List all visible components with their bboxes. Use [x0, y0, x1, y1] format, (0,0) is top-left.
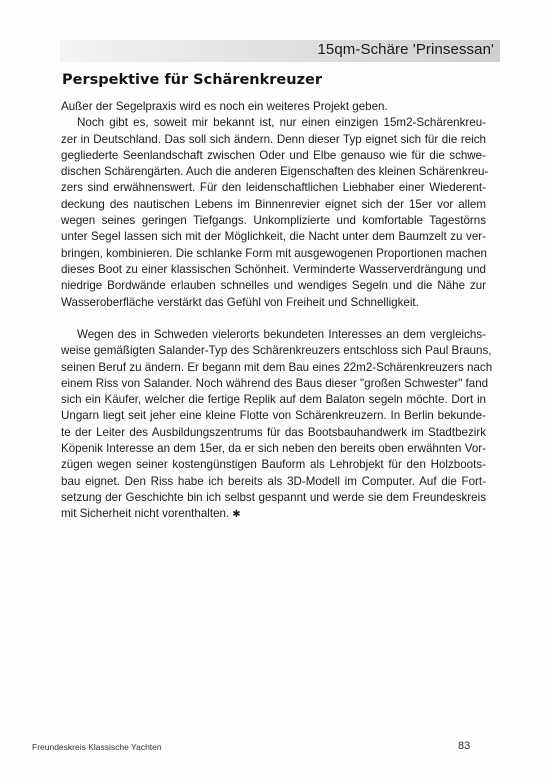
- text-line: seinen Beruf zu ändern. Er begann mit dem Bau eines 22m2-Schärenkreuzers nach: [61, 360, 493, 374]
- text-line: dieses Boot zu einer klassischen Schönheit. Verminderte Wasserverdrängung und: [61, 262, 486, 276]
- text-line: Außer der Segelpraxis wird es noch ein weiteres Projekt geben.: [61, 100, 388, 113]
- section-heading: Perspektive für Schärenkreuzer: [62, 72, 322, 88]
- text-line: weise gemäßigten Salander-Typ des Schärenkreuzers entschloss sich Paul Brauns,: [61, 344, 492, 358]
- text-line: bau eignet. Den Riss habe ich bereits als 3D-Modell im Computer. Auf die Fort-: [61, 474, 486, 488]
- footer-publication: Freundeskreis Klassische Yachten: [32, 742, 162, 752]
- text-line: dischen Schärengärten. Auch die anderen Eigenschaften des kleinen Schärenkreu-: [61, 165, 489, 179]
- text-line: Ungarn liegt seit jeher eine kleine Flotte von Schärenkreuzern. In Berlin bekunde-: [61, 409, 486, 423]
- text-line: te der Leiter des Ausbildungszentrums für das Bootsbauhandwerk im Stadtbezirk: [61, 425, 486, 439]
- text-line: Köpenik Interesse an dem 15er, da er sich neben den bereits oben erwähnten Vor-: [61, 442, 486, 456]
- text-line: setzung der Geschichte bin ich selbst gespannt und werde sie dem Freundeskreis: [61, 490, 486, 504]
- text-line: gegliederte Seenlandschaft zwischen Oder und Elbe genauso wie für die schwe-: [61, 148, 486, 162]
- text-line: zers sind erwähnenswert. Für den leidenschaftlichen Liebhaber einer Wiederent-: [61, 181, 486, 195]
- text-line: deckung des nautischen Lebens im Binnenrevier eignet sich der 15er vor allem: [61, 197, 486, 211]
- text-line: unter Segel lassen sich mit der Möglichkeit, die Nacht unter dem Baumzelt zu ver-: [61, 230, 486, 244]
- text-line: niedrige Bordwände erlauben schnelles und wendiges Segeln und die Nähe zur: [61, 279, 486, 293]
- text-line: zer in Deutschland. Das soll sich ändern. Denn dieser Typ eignet sich für die reich: [61, 132, 486, 146]
- text-line: sich ein Käufer, welcher die fertige Replik auf dem Balaton segeln möchte. Dort in: [61, 393, 486, 407]
- text-line-final: [61, 506, 486, 523]
- text-line: einem Riss von Salander. Noch während des Baus dieser "großen Schwester" fand: [61, 376, 489, 390]
- running-header-title: 15qm-Schäre 'Prinsessan': [317, 41, 494, 58]
- text-line: bringen, kombinieren. Die schlanke Form mit ausgewogenen Proportionen machen: [61, 246, 487, 260]
- paragraph-2: [61, 327, 493, 524]
- text-line: Wegen des in Schweden vielerorts bekundeten Interesses an dem vergleichs-: [77, 328, 486, 341]
- text-line: wegen seines geringen Tiefgangs. Unkomplizierte und komfortable Tagestörns: [61, 214, 486, 228]
- paragraph-1: [61, 99, 489, 311]
- text-line: Wasseroberfläche verstärkt das Gefühl von Freiheit und Schnelligkeit.: [61, 295, 419, 309]
- text-line-content: mit Sicherheit nicht vorenthalten.: [61, 507, 230, 521]
- text-line: zügen wegen seiner kostengünstigen Bauform als Lehrobjekt für den Holzboots-: [61, 458, 486, 472]
- end-mark-icon: ✱: [232, 509, 241, 521]
- page-number: 83: [458, 740, 471, 752]
- text-line: Noch gibt es, soweit mir bekannt ist, nur einen einzigen 15m2-Schärenkreu-: [77, 116, 486, 130]
